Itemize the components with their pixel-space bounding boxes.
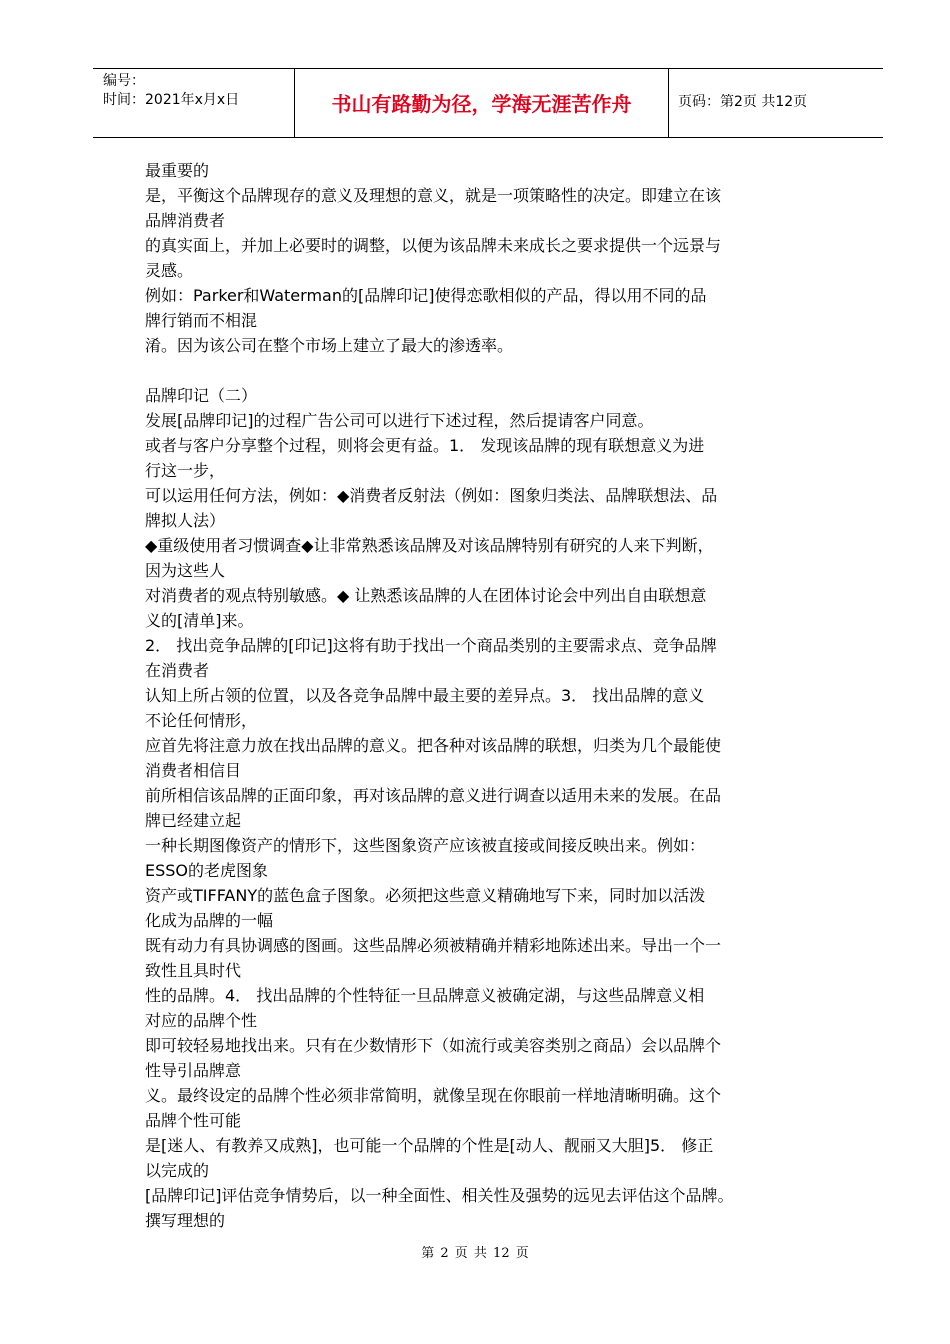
body-text-line: 消费者相信目 <box>145 761 242 780</box>
body-text-line: 品牌个性可能 <box>145 1111 242 1130</box>
body-text-line: 一种长期图像资产的情形下，这些图象资产应该被直接或间接反映出来。例如： <box>145 836 706 855</box>
header-page-info: 页码：第2页 共12页 <box>678 94 808 110</box>
body-text-line: 性导引品牌意 <box>145 1061 242 1080</box>
body-text-line: 淆。因为该公司在整个市场上建立了最大的渗透率。 <box>145 336 514 355</box>
body-text-line: 2． 找出竞争品牌的[印记]这将有助于找出一个商品类别的主要需求点、竞争品牌 <box>145 636 717 655</box>
header-page-cell <box>668 69 883 137</box>
body-text-line: 不论任何情形， <box>145 711 258 730</box>
body-text-line: 灵感。 <box>145 261 194 280</box>
body-text-line: 以完成的 <box>145 1161 210 1180</box>
header-motto: 书山有路勤为径，学海无涯苦作舟 <box>331 92 632 116</box>
body-text-line: 既有动力有具协调感的图画。这些品牌必须被精确并精彩地陈述出来。导出一个一 <box>145 936 722 955</box>
body-text-line: 是[迷人、有教养又成熟]，也可能一个品牌的个性是[动人、靓丽又大胆]5． 修正 <box>145 1136 714 1155</box>
body-text-line: 即可较轻易地找出来。只有在少数情形下（如流行或美容类别之商品）会以品牌个 <box>145 1036 722 1055</box>
body-text-line: 致性且具时代 <box>145 961 242 980</box>
document-number-label: 编号： <box>103 73 145 89</box>
body-text-line: 品牌印记（二） <box>145 386 258 405</box>
body-text-line: ◆重级使用者习惯调查◆让非常熟悉该品牌及对该品牌特别有研究的人来下判断， <box>145 536 714 555</box>
header-meta-cell <box>93 69 294 137</box>
body-text-line: 应首先将注意力放在找出品牌的意义。把各种对该品牌的联想，归类为几个最能使 <box>145 736 722 755</box>
body-text-line: 例如：Parker和Waterman的[品牌印记]使得恋歌相似的产品，得以用不同的品 <box>145 286 707 305</box>
body-text-line: 认知上所占领的位置，以及各竞争品牌中最主要的差异点。3． 找出品牌的意义 <box>145 686 705 705</box>
body-text-line: 可以运用任何方法，例如：◆消费者反射法（例如：图象归类法、品牌联想法、品 <box>145 486 718 505</box>
body-text-line: 资产或TIFFANY的蓝色盒子图象。必须把这些意义精确地写下来，同时加以活泼 <box>145 886 706 905</box>
body-text-line: 品牌消费者 <box>145 211 226 230</box>
body-text-line: 对应的品牌个性 <box>145 1011 258 1030</box>
document-time-label: 时间：2021年x月x日 <box>103 92 240 108</box>
body-text-line: 因为这些人 <box>145 561 226 580</box>
body-text-line: 前所相信该品牌的正面印象，再对该品牌的意义进行调查以适用未来的发展。在品 <box>145 786 722 805</box>
header-motto-cell <box>294 69 669 137</box>
body-text-line: 是，平衡这个品牌现存的意义及理想的意义，就是一项策略性的决定。即建立在该 <box>145 186 722 205</box>
document-body <box>145 158 845 1233</box>
body-text-line: 化成为品牌的一幅 <box>145 911 274 930</box>
body-text-line: 牌拟人法） <box>145 511 226 530</box>
page-footer: 第 2 页 共 12 页 <box>421 1246 529 1261</box>
body-text-line: ESSO的老虎图象 <box>145 861 269 880</box>
page-header <box>93 68 883 138</box>
body-text-line: 发展[品牌印记]的过程广告公司可以进行下述过程，然后提请客户同意。 <box>145 411 654 430</box>
paragraph-gap <box>145 358 845 383</box>
body-text-line: 行这一步， <box>145 461 226 480</box>
body-text-line: 或者与客户分享整个过程，则将会更有益。1． 发现该品牌的现有联想意义为进 <box>145 436 705 455</box>
body-text-line: 的真实面上，并加上必要时的调整，以便为该品牌未来成长之要求提供一个远景与 <box>145 236 722 255</box>
body-text-line: 牌已经建立起 <box>145 811 242 830</box>
body-text-line: 性的品牌。4． 找出品牌的个性特征一旦品牌意义被确定湖，与这些品牌意义相 <box>145 986 705 1005</box>
body-text-line: [品牌印记]评估竞争情势后，以一种全面性、相关性及强势的远见去评估这个品牌。 <box>145 1186 734 1205</box>
body-text-line: 对消费者的观点特别敏感。◆ 让熟悉该品牌的人在团体讨论会中列出自由联想意 <box>145 586 707 605</box>
body-text-line: 义。最终设定的品牌个性必须非常简明，就像呈现在你眼前一样地清晰明确。这个 <box>145 1086 722 1105</box>
body-text-line: 撰写理想的 <box>145 1211 226 1230</box>
body-text-line: 牌行销而不相混 <box>145 311 258 330</box>
body-text-line: 最重要的 <box>145 161 210 180</box>
body-text-line: 在消费者 <box>145 661 210 680</box>
body-text-line: 义的[清单]来。 <box>145 611 254 630</box>
